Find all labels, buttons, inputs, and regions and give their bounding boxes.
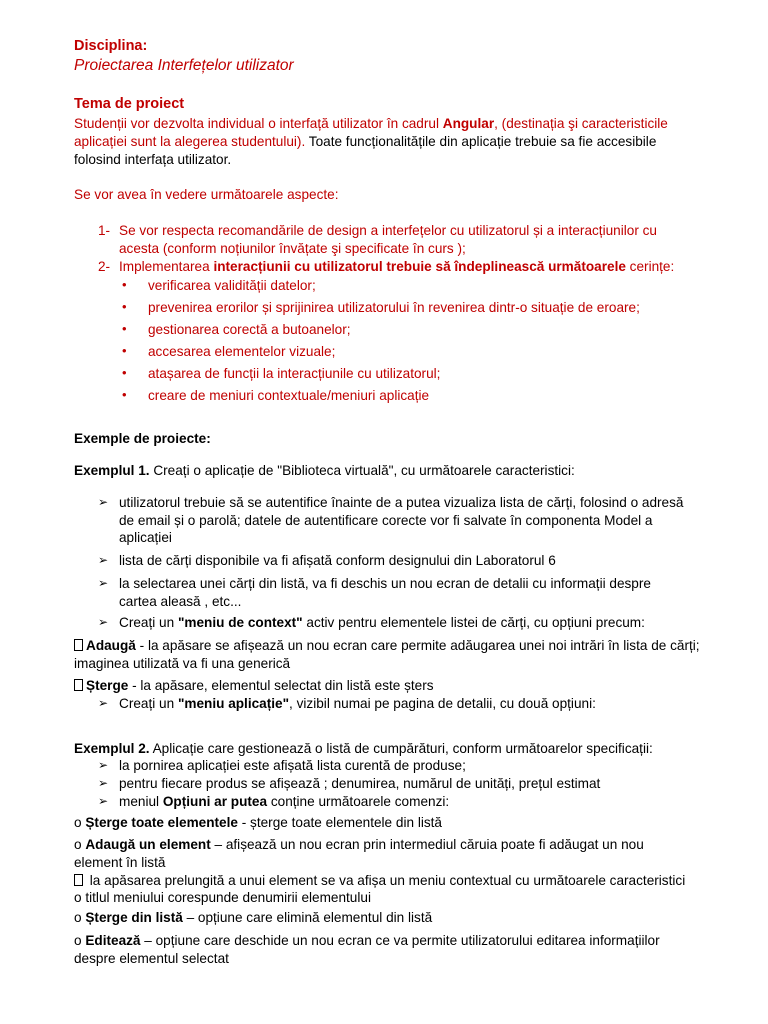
bullet-icon: • — [122, 277, 127, 292]
arrow-bullet-icon: ➢ — [98, 794, 109, 808]
arrow-item: ➢ la pornirea aplicației este afișată lista curentă de produse; — [98, 758, 466, 773]
o-item: o Șterge din listă – opțiune care elimină elementul din listă — [74, 910, 433, 925]
numbered-item-1: 1- Se vor respecta recomandările de design a interfețelor cu utilizatorul și a interacțiunilor cu acesta (conform noțiunilor învățate şi specificate în curs ); — [98, 223, 657, 256]
arrow-bullet-icon: ➢ — [98, 553, 109, 567]
o-item: o Adaugă un element – afișează un nou ecran prin intermediul căruia poate fi adăugat un nou element în listă — [74, 837, 644, 870]
arrow-bullet-icon: ➢ — [98, 615, 109, 629]
numbered-item-2: 2- Implementarea interacțiunii cu utilizatorul trebuie să îndeplinească următoarele cerințe: — [98, 259, 675, 274]
arrow-bullet-icon: ➢ — [98, 495, 109, 509]
tema-heading: Tema de proiect — [74, 96, 185, 112]
disciplina-name: Proiectarea Interfețelor utilizator — [74, 57, 294, 74]
missing-glyph-icon — [74, 639, 83, 651]
arrow-item: ➢ Creați un "meniu aplicație", vizibil numai pe pagina de detalii, cu două opțiuni: — [98, 696, 596, 711]
o-item: o Șterge toate elementele - șterge toate elementele din listă — [74, 815, 442, 830]
bullet-item: • gestionarea corectă a butoanelor; — [122, 321, 351, 337]
tema-paragraph-line3: folosind interfața utilizator. — [74, 152, 232, 167]
adauga-option: Adaugă - la apăsare se afișează un nou ecran care permite adăugarea unei noi intrări în lista de cărți; imaginea utilizată va fi una generică — [74, 638, 700, 671]
bullet-icon: • — [122, 321, 127, 336]
disciplina-label: Disciplina: — [74, 38, 148, 54]
o-item: o Editează – opțiune care deschide un nou ecran ce va permite utilizatorului editarea informațiilor despre elementul selectat — [74, 933, 660, 966]
missing-glyph-icon — [74, 874, 83, 886]
exemple-heading: Exemple de proiecte: — [74, 431, 211, 446]
bullet-icon: • — [122, 299, 127, 314]
arrow-bullet-icon: ➢ — [98, 696, 109, 710]
tema-paragraph-line1: Studenții vor dezvolta individual o interfață utilizator în cadrul Angular, (destinația şi caracteristicile — [74, 116, 668, 131]
arrow-item: ➢ meniul Opțiuni ar putea conține următoarele comenzi: — [98, 794, 450, 809]
bullet-item: • prevenirea erorilor și sprijinirea utilizatorului în revenirea dintr-o situație de eroare; — [122, 299, 640, 315]
aspecte-intro: Se vor avea în vedere următoarele aspecte: — [74, 187, 339, 202]
sterge-option: Șterge - la apăsare, elementul selectat din listă este șters — [74, 677, 714, 695]
long-press-note: la apăsarea prelungită a unui element se va afișa un meniu contextual cu următoarele caracteristici — [74, 872, 734, 890]
bullet-icon: • — [122, 387, 127, 402]
exemplul-2-intro: Exemplul 2. Aplicație care gestionează o listă de cumpărături, conform următoarelor specificații: — [74, 741, 653, 756]
bullet-icon: • — [122, 343, 127, 358]
arrow-item: ➢ la selectarea unei cărți din listă, va fi deschis un nou ecran de detalii cu informații despre cartea aleasă , etc... — [98, 576, 651, 609]
arrow-item: ➢ Creați un "meniu de context" activ pentru elementele listei de cărți, cu opțiuni precum: — [98, 615, 645, 630]
bullet-item: • atașarea de funcții la interacțiunile cu utilizatorul; — [122, 365, 441, 381]
bullet-icon: • — [122, 365, 127, 380]
bullet-item: • accesarea elementelor vizuale; — [122, 343, 336, 359]
missing-glyph-icon — [74, 679, 83, 691]
exemplul-1-intro: Exemplul 1. Creați o aplicație de "Biblioteca virtuală", cu următoarele caracteristici: — [74, 463, 575, 478]
arrow-item: ➢ utilizatorul trebuie să se autentifice înainte de a putea vizualiza lista de cărți, folosind o adresă de email și o parolă; datele de autentificare corecte vor fi salvate în componenta Model a aplicației — [98, 495, 684, 545]
tema-paragraph-line2: aplicației sunt la alegerea studentului). Toate funcționalitățile din aplicație trebuie sa fie accesibile — [74, 134, 657, 149]
arrow-bullet-icon: ➢ — [98, 776, 109, 790]
arrow-item: ➢ lista de cărți disponibile va fi afișată conform designului din Laboratorul 6 — [98, 553, 556, 568]
arrow-item: ➢ pentru fiecare produs se afișează ; denumirea, numărul de unități, prețul estimat — [98, 776, 601, 791]
o-item: o titlul meniului corespunde denumirii elementului — [74, 890, 371, 905]
bullet-item: • creare de meniuri contextuale/meniuri aplicație — [122, 387, 430, 403]
arrow-bullet-icon: ➢ — [98, 758, 109, 772]
bullet-item: • verificarea validității datelor; — [122, 277, 316, 293]
arrow-bullet-icon: ➢ — [98, 576, 109, 590]
